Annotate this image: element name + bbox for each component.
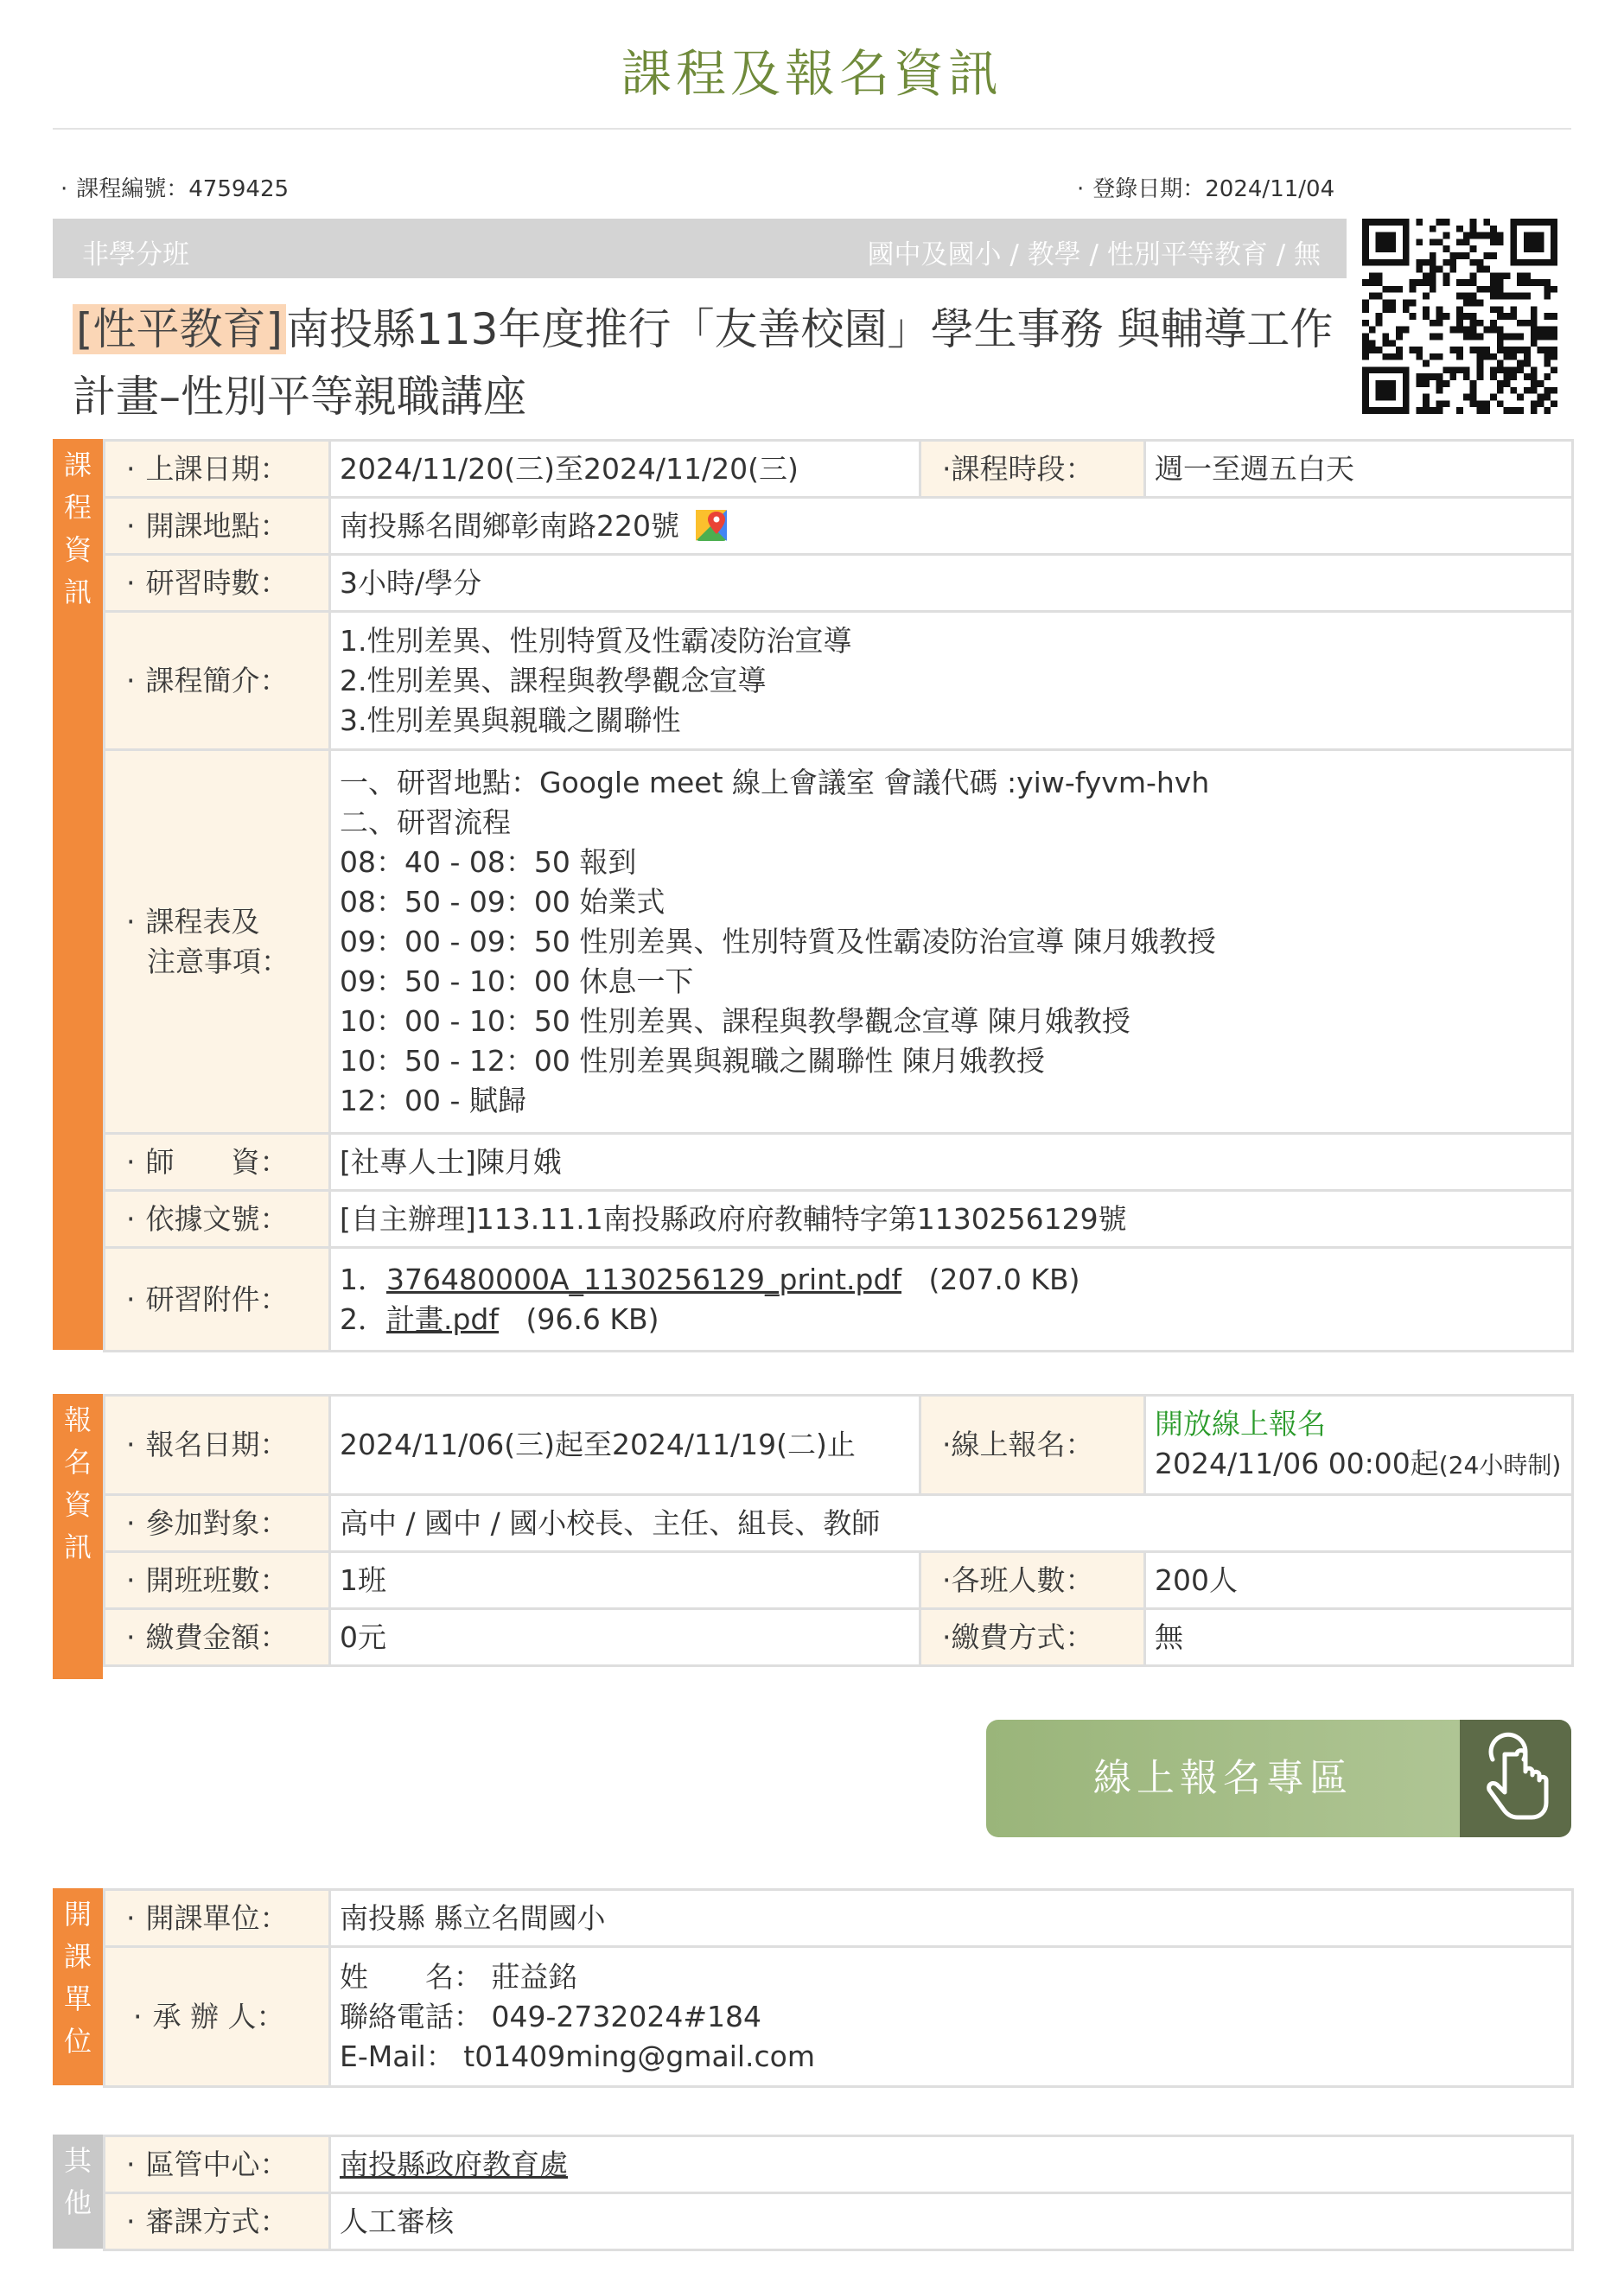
title-divider: [53, 128, 1571, 130]
table-row: · 依據文號： [自主辦理]113.11.1南投縣政府府教輔特字第1130256129號: [105, 1191, 1573, 1248]
table-row: · 開課地點： 南投縣名間鄉彰南路220號: [105, 498, 1573, 555]
table-row: · 報名日期： 2024/11/06(三)起至2024/11/19(二)止 ·線上報名： 開放線上報名 2024/11/06 00:00起(24小時制): [105, 1396, 1573, 1495]
table-row: · 開課單位： 南投縣 縣立名間國小: [105, 1890, 1573, 1947]
table-row: · 課程表及 注意事項： 一、研習地點：Google meet 線上會議室 會議代碼 :yiw-fyvm-hvh 二、研習流程 08：40 - 08：50 報到 08：50 - 09：00 始業式 09：00 - 09：50 性別差異、性別特質及性霸凌防治宣導 陳月娥教授 09：50 - 10：00 休息一下 10：00 - 10：50 性別差異、課程與教學觀念宣導 陳月娥教授 10：50 - 12：00 性別差異與親職之關聯性 陳月娥教授 12：00 - 賦歸: [105, 750, 1573, 1134]
table-row: · 參加對象： 高中 / 國中 / 國小校長、主任、組長、教師: [105, 1495, 1573, 1552]
section-side-label: 開 課 單 位: [53, 1888, 103, 2085]
table-row: · 開班班數： 1班 ·各班人數： 200人: [105, 1552, 1573, 1609]
signup-info-table: [103, 1394, 1574, 1667]
organizer-table: [103, 1888, 1574, 2088]
fee-amount: 0元: [330, 1609, 920, 1666]
course-info-section: [53, 439, 1571, 1350]
course-number: · 課程編號：4759425: [61, 176, 290, 202]
online-signup-button-label: 線上報名專區: [1093, 1756, 1353, 1800]
other-table: [103, 2135, 1574, 2251]
course-hours: 3小時/學分: [330, 555, 1573, 612]
table-row: · 師 資： [社專人士]陳月娥: [105, 1134, 1573, 1191]
course-teacher: [社專人士]陳月娥: [330, 1134, 1573, 1191]
class-count: 1班: [330, 1552, 920, 1609]
other-section: [53, 2135, 1571, 2249]
course-info-table: [103, 439, 1574, 1352]
table-row: · 區管中心： 南投縣政府教育處: [105, 2136, 1573, 2193]
organizer-section: [53, 1888, 1571, 2085]
target-audience: 高中 / 國中 / 國小校長、主任、組長、教師: [330, 1495, 1573, 1552]
section-side-label: 報 名 資 訊: [53, 1394, 103, 1679]
course-schedule: 一、研習地點：Google meet 線上會議室 會議代碼 :yiw-fyvm-hvh 二、研習流程 08：40 - 08：50 報到 08：50 - 09：00 始業式 09：00 - 09：50 性別差異、性別特質及性霸凌防治宣導 陳月娥教授 09：50 - 10：00 休息一下 10：00 - 10：50 性別差異、課程與教學觀念宣導 陳月娥教授 10：50 - 12：00 性別差異與親職之關聯性 陳月娥教授 12：00 - 賦歸: [330, 750, 1573, 1134]
course-type: 非學分班: [82, 239, 189, 270]
course-title: [73, 296, 1352, 430]
qr-code-icon: [1362, 219, 1557, 414]
online-signup-status: 開放線上報名: [1155, 1407, 1326, 1441]
organizer-unit: 南投縣 縣立名間國小: [330, 1890, 1573, 1947]
online-signup: 開放線上報名 2024/11/06 00:00起(24小時制): [1145, 1396, 1573, 1495]
table-row: · 研習附件： 1．376480000A_1130256129_print.pdf (207.0 KB) 2．計畫.pdf (96.6 KB): [105, 1248, 1573, 1352]
section-side-label: 課 程 資 訊: [53, 439, 103, 1350]
course-attachments: 1．376480000A_1130256129_print.pdf (207.0 KB) 2．計畫.pdf (96.6 KB): [330, 1248, 1573, 1352]
register-date: · 登錄日期：2024/11/04: [1077, 176, 1335, 202]
course-date: 2024/11/20(三)至2024/11/20(三): [330, 441, 920, 498]
section-side-label: 其 他: [53, 2135, 103, 2249]
page-title: 課程及報名資訊: [621, 44, 1003, 103]
course-place: 南投縣名間鄉彰南路220號: [340, 508, 679, 543]
table-row: · 上課日期： 2024/11/20(三)至2024/11/20(三) ·課程時段： 週一至週五白天: [105, 441, 1573, 498]
table-row: · 研習時數： 3小時/學分: [105, 555, 1573, 612]
review-method: 人工審核: [330, 2193, 1573, 2250]
course-period: 週一至週五白天: [1145, 441, 1573, 498]
table-row: · 繳費金額： 0元 ·繳費方式： 無: [105, 1609, 1573, 1666]
category-bar: [53, 219, 1347, 278]
organizer-contact: 姓 名： 莊益銘 聯絡電話： 049-2732024#184 E-Mail： t01409ming@gmail.com: [330, 1947, 1573, 2087]
attachment-link[interactable]: 計畫.pdf: [386, 1301, 500, 1336]
attachment-link[interactable]: 376480000A_1130256129_print.pdf: [386, 1262, 902, 1296]
signup-info-section: [53, 1394, 1571, 1679]
table-row: · 承 辦 人： 姓 名： 莊益銘 聯絡電話： 049-2732024#184 E-Mail： t01409ming@gmail.com: [105, 1947, 1573, 2087]
online-signup-button[interactable]: [986, 1720, 1571, 1837]
course-doc-number: [自主辦理]113.11.1南投縣政府府教輔特字第1130256129號: [330, 1191, 1573, 1248]
signup-date: 2024/11/06(三)起至2024/11/19(二)止: [330, 1396, 920, 1495]
course-tag: [性平教育]: [73, 304, 286, 354]
class-capacity: 200人: [1145, 1552, 1573, 1609]
course-title-text: 南投縣113年度推行「友善校園」學生事務 與輔導工作計畫–性別平等親職講座: [73, 304, 1334, 422]
course-intro: 1.性別差異、性別特質及性霸凌防治宣導 2.性別差異、課程與教學觀念宣導 3.性別差異與親職之關聯性: [330, 612, 1573, 750]
hand-pointer-icon: [1460, 1720, 1571, 1837]
map-pin-icon[interactable]: [694, 508, 729, 543]
category-path: 國中及國小 / 教學 / 性別平等教育 / 無: [867, 239, 1321, 270]
table-row: · 課程簡介： 1.性別差異、性別特質及性霸凌防治宣導 2.性別差異、課程與教學觀念宣導 3.性別差異與親職之關聯性: [105, 612, 1573, 750]
table-row: · 審課方式： 人工審核: [105, 2193, 1573, 2250]
center-link[interactable]: 南投縣政府教育處: [340, 2147, 568, 2181]
payment-method: 無: [1145, 1609, 1573, 1666]
